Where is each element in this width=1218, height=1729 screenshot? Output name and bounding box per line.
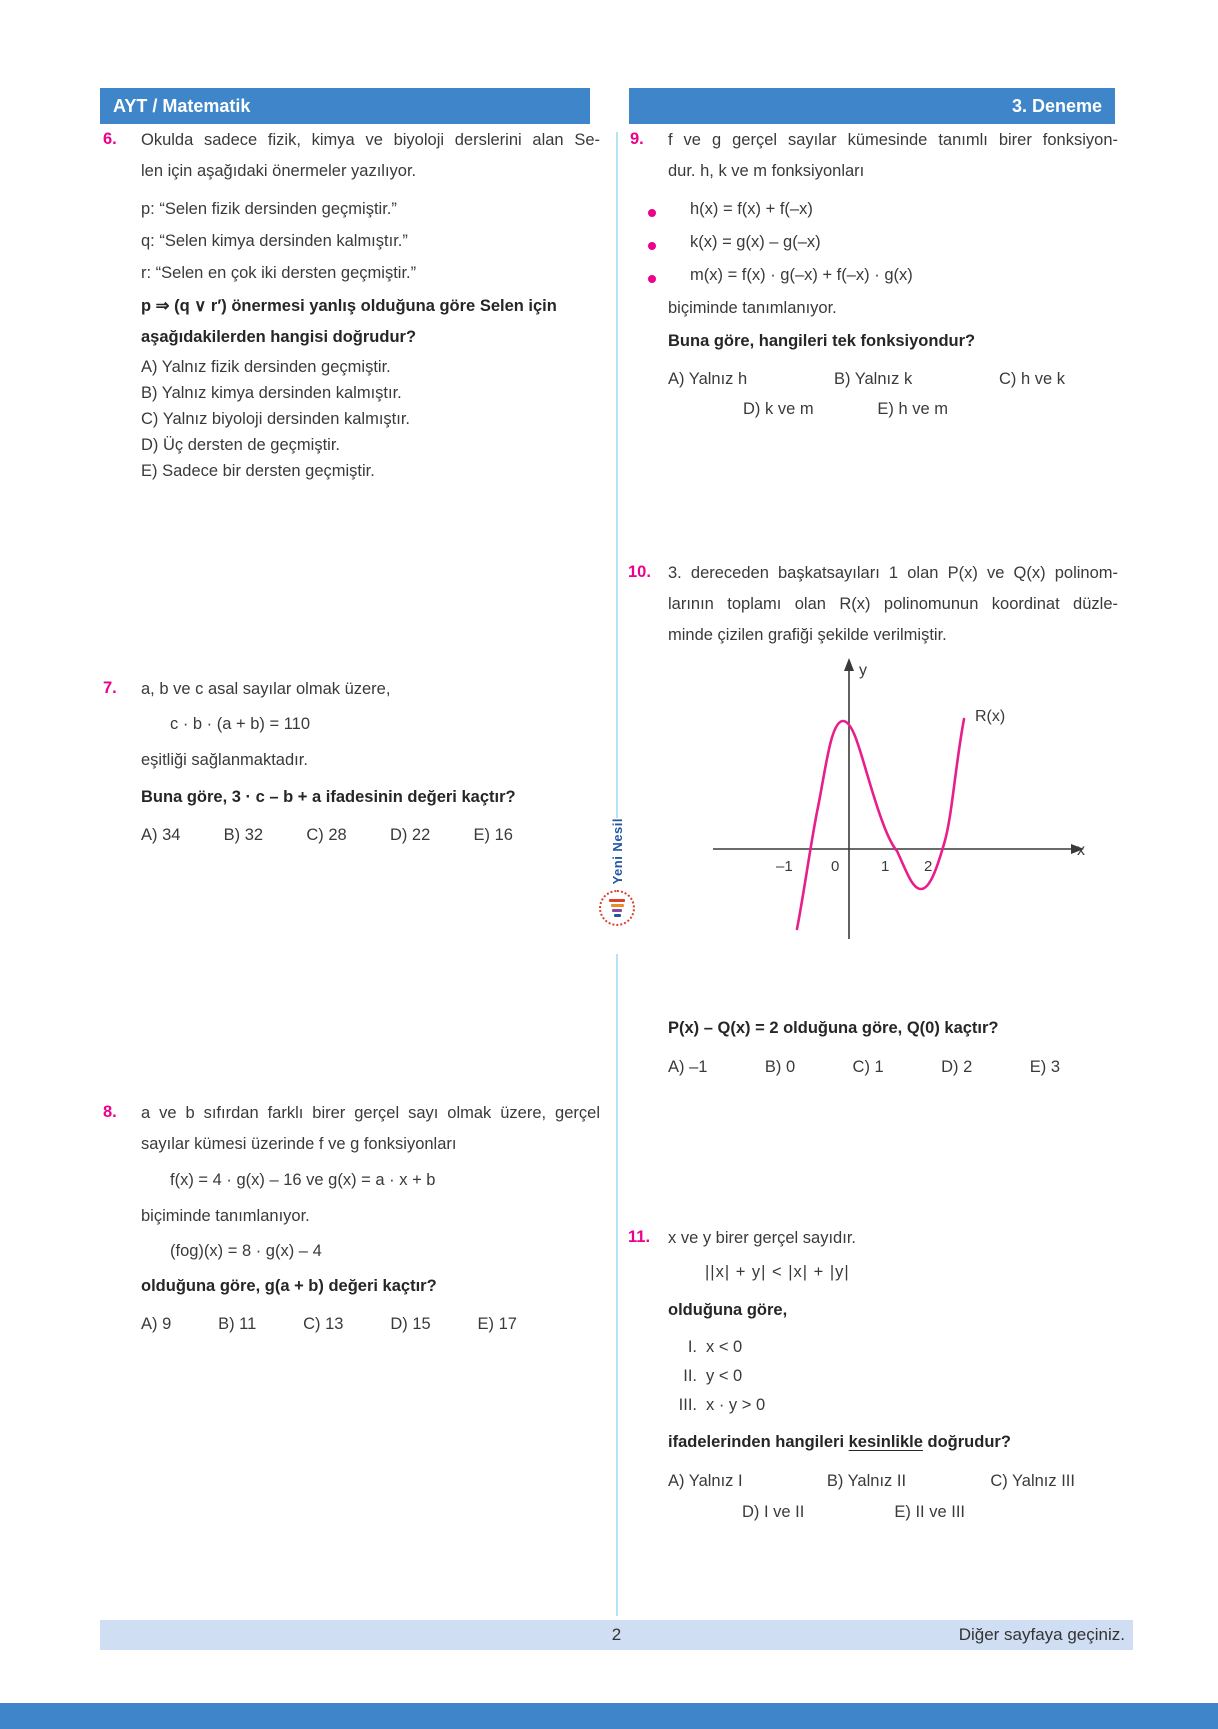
question-8-line-2: sayılar kümesi üzerinde f ve g fonksiyonları: [141, 1135, 457, 1153]
question-7-equation: c · b · (a + b) = 110: [170, 715, 311, 733]
question-8-equation-2: (fog)(x) = 8 · g(x) – 4: [170, 1242, 322, 1260]
header-right-title: 3. Deneme: [629, 88, 1115, 124]
question-9-options-row-1: [668, 370, 1065, 389]
question-11-item-2: [660, 1366, 742, 1387]
question-8-option-c: C) 13: [303, 1315, 344, 1333]
question-9-option-d: D) k ve m: [743, 400, 814, 418]
question-11-item-1-text: x < 0: [706, 1338, 743, 1356]
question-10-options: [668, 1058, 1060, 1077]
question-7-stem: Buna göre, 3 · c – b + a ifadesinin değeri kaçtır?: [141, 788, 516, 806]
question-9-option-a: A) Yalnız h: [668, 370, 748, 388]
question-10-option-d: D) 2: [941, 1058, 973, 1076]
question-11-stem: [668, 1432, 1011, 1453]
footer-note: Diğer sayfaya geçiniz.: [958, 1625, 1125, 1644]
question-6-option-b: B) Yalnız kimya dersinden kalmıştır.: [141, 384, 402, 402]
question-9-bullet-1: h(x) = f(x) + f(–x): [690, 200, 813, 218]
question-10-line-3: minde çizilen grafiği şekilde verilmiştir.: [668, 626, 947, 644]
question-11-stem-pre: ifadelerinden hangileri: [668, 1433, 849, 1451]
question-7-option-c: C) 28: [306, 826, 347, 844]
question-11-item-3: [660, 1395, 765, 1416]
question-11-options-row-2: [742, 1503, 965, 1522]
question-11-options-row-1: [668, 1472, 1075, 1491]
roman-numeral-2: II.: [683, 1367, 697, 1385]
bullet-icon: [648, 204, 656, 222]
question-7-option-e: E) 16: [473, 826, 513, 844]
question-10-option-a: A) –1: [668, 1058, 708, 1076]
roman-numeral-1: I.: [687, 1338, 697, 1356]
question-8-option-a: A) 9: [141, 1315, 172, 1333]
question-9-stem: Buna göre, hangileri tek fonksiyondur?: [668, 332, 976, 350]
question-11-option-c: C) Yalnız III: [990, 1472, 1075, 1490]
question-11-option-e: E) II ve III: [894, 1503, 965, 1521]
question-8-line-3: biçiminde tanımlanıyor.: [141, 1207, 310, 1225]
question-9-number: 9.: [630, 130, 644, 148]
y-axis-label: y: [859, 662, 867, 679]
bullet-icon: [648, 237, 656, 255]
question-8-option-e: E) 17: [477, 1315, 517, 1333]
question-7-number: 7.: [103, 679, 117, 697]
question-10-line-1: 3. dereceden başkatsayıları 1 olan P(x) ve Q(x) polinom-: [668, 564, 1118, 582]
roman-numeral-3: III.: [678, 1396, 697, 1414]
tick-2: 2: [924, 858, 933, 875]
question-6-line-2: len için aşağıdaki önermeler yazılıyor.: [141, 162, 417, 180]
brand-vertical-text: Yeni Nesil: [609, 818, 625, 885]
question-11-option-a: A) Yalnız I: [668, 1472, 743, 1490]
question-9-option-b: B) Yalnız k: [833, 370, 913, 388]
question-6-stem-line-1: p ⇒ (q ∨ r′) önermesi yanlış olduğuna göre Selen için: [141, 297, 557, 315]
brand-block: [594, 818, 640, 954]
curve-label: R(x): [975, 708, 1006, 725]
question-10-option-c: C) 1: [852, 1058, 884, 1076]
question-8-options: [141, 1315, 517, 1334]
question-11-number: 11.: [628, 1228, 651, 1246]
page-number: 2: [611, 1625, 622, 1644]
question-6-option-c: C) Yalnız biyoloji dersinden kalmıştır.: [141, 410, 411, 428]
question-6-proposition-p: p: “Selen fizik dersinden geçmiştir.”: [141, 200, 397, 218]
question-11-option-d: D) I ve II: [742, 1503, 805, 1521]
question-8-stem: olduğuna göre, g(a + b) değeri kaçtır?: [141, 1277, 437, 1295]
question-7-option-a: A) 34: [141, 826, 181, 844]
question-8-line-1: a ve b sıfırdan farklı birer gerçel sayı olmak üzere, gerçel: [141, 1104, 600, 1122]
question-7-line-1: a, b ve c asal sayılar olmak üzere,: [141, 680, 391, 698]
tick-minus-1: –1: [776, 858, 793, 875]
bullet-icon: [648, 270, 656, 288]
question-9-option-c: C) h ve k: [998, 370, 1065, 388]
x-axis-label: x: [1077, 842, 1085, 859]
question-7-line-2: eşitliği sağlanmaktadır.: [141, 751, 308, 769]
question-9-line-3: biçiminde tanımlanıyor.: [668, 299, 837, 317]
bottom-color-strip: [0, 1703, 1218, 1729]
question-6-option-e: E) Sadece bir dersten geçmiştir.: [141, 462, 375, 480]
tick-1: 1: [881, 858, 890, 875]
question-6-proposition-r: r: “Selen en çok iki dersten geçmiştir.”: [141, 264, 417, 282]
question-9-options-row-2: [743, 400, 948, 419]
question-11-stem-underlined: kesinlikle: [848, 1433, 923, 1451]
y-axis-arrow-icon: [844, 658, 854, 671]
question-11-item-1: [660, 1337, 742, 1358]
footer-bar: [100, 1620, 1133, 1650]
question-11-given: olduğuna göre,: [668, 1301, 788, 1319]
tick-0: 0: [831, 858, 840, 875]
question-9-line-1: f ve g gerçel sayılar kümesinde tanımlı birer fonksiyon-: [668, 131, 1118, 149]
function-graph: [645, 655, 1090, 965]
question-11-option-b: B) Yalnız II: [826, 1472, 907, 1490]
question-8-equation-1: f(x) = 4 · g(x) – 16 ve g(x) = a · x + b: [170, 1171, 436, 1189]
question-6-proposition-q: q: “Selen kimya dersinden kalmıştır.”: [141, 232, 408, 250]
question-7-option-d: D) 22: [389, 826, 431, 844]
question-10-option-b: B) 0: [764, 1058, 796, 1076]
brand-logo-icon: [599, 890, 635, 926]
question-9-line-2: dur. h, k ve m fonksiyonları: [668, 162, 865, 180]
question-9-option-e: E) h ve m: [877, 400, 948, 418]
question-10-line-2: larının toplamı olan R(x) polinomunun koordinat düzle-: [668, 595, 1118, 613]
question-6-option-d: D) Üç dersten de geçmiştir.: [141, 436, 340, 454]
question-10-stem: P(x) – Q(x) = 2 olduğuna göre, Q(0) kaçtır?: [668, 1019, 999, 1037]
question-8-option-d: D) 15: [390, 1315, 431, 1333]
question-7-options: [141, 826, 513, 845]
question-11-line-1: x ve y birer gerçel sayıdır.: [668, 1229, 856, 1247]
question-10-number: 10.: [628, 563, 651, 581]
question-11-item-2-text: y < 0: [706, 1367, 743, 1385]
question-10-option-e: E) 3: [1029, 1058, 1060, 1076]
question-6-line-1: Okulda sadece fizik, kimya ve biyoloji derslerini alan Se-: [141, 131, 600, 149]
question-8-number: 8.: [103, 1103, 117, 1121]
cubic-curve: [797, 719, 964, 929]
header-left-title: AYT / Matematik: [100, 88, 590, 124]
question-7-option-b: B) 32: [223, 826, 264, 844]
question-9-bullet-3: m(x) = f(x) · g(–x) + f(–x) · g(x): [690, 266, 913, 284]
question-6-option-a: A) Yalnız fizik dersinden geçmiştir.: [141, 358, 391, 376]
question-6-number: 6.: [103, 130, 117, 148]
question-11-stem-post: doğrudur?: [922, 1433, 1011, 1451]
question-11-item-3-text: x · y > 0: [706, 1396, 766, 1414]
question-6-stem-line-2: aşağıdakilerden hangisi doğrudur?: [141, 328, 417, 346]
question-8-option-b: B) 11: [218, 1315, 257, 1333]
question-11-inequality: ||x| + y| < |x| + |y|: [705, 1263, 850, 1281]
question-9-bullet-2: k(x) = g(x) – g(–x): [690, 233, 821, 251]
